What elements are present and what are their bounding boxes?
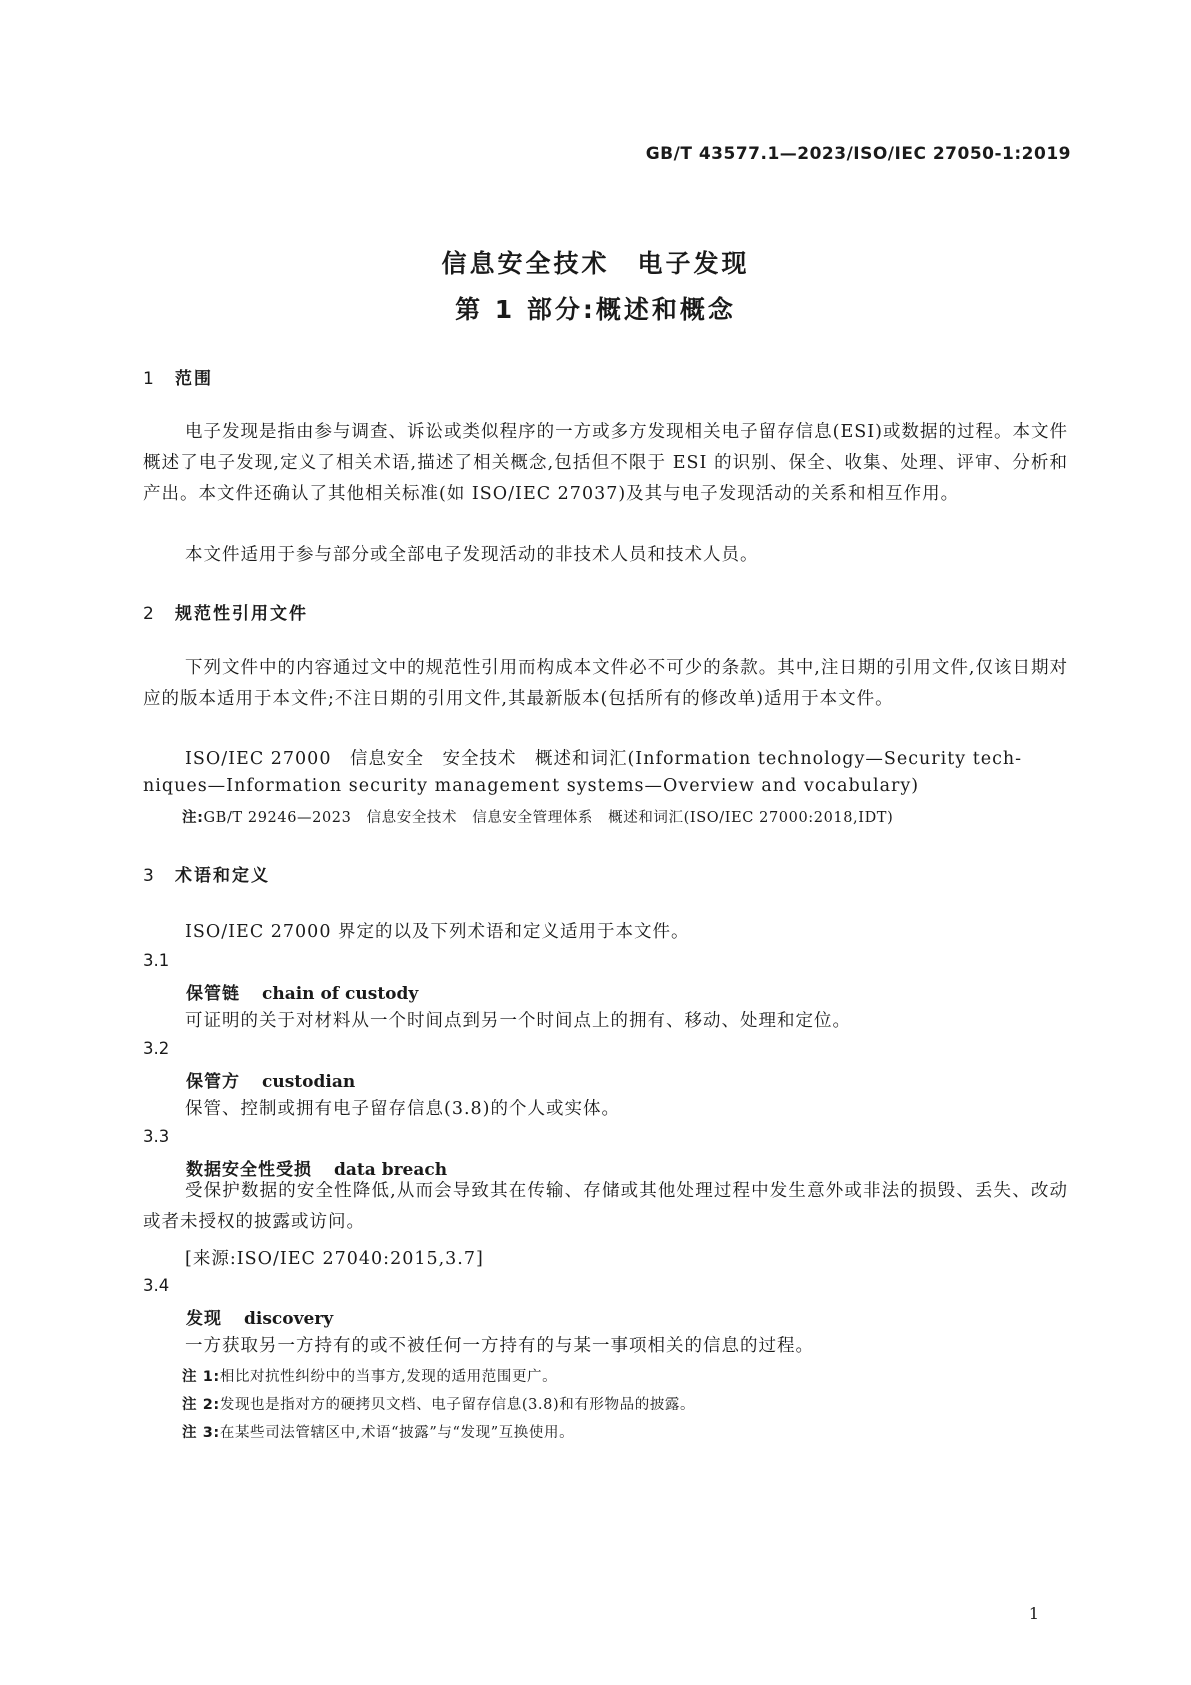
section-heading-terms-definitions (143, 861, 270, 886)
term-zh: 保管方 (186, 1072, 240, 1092)
note-text: 在某些司法管辖区中,术语“披露”与“发现”互换使用。 (219, 1425, 575, 1441)
term-definition: 保管、控制或拥有电子留存信息(3.8)的个人或实体。 (185, 1099, 620, 1119)
reference-line-2: niques—Information security management systems—Overview and vocabulary) (143, 776, 920, 796)
reference-line-1: ISO/IEC 27000 信息安全 安全技术 概述和词汇(Information technology—Security tech- (185, 749, 1023, 769)
page-number: 1 (1028, 1604, 1039, 1623)
term-en: data breach (334, 1160, 448, 1180)
term-note (182, 1393, 695, 1414)
note-label: 注 3: (182, 1425, 220, 1441)
note-text: 相比对抗性纠纷中的当事方,发现的适用范围更广。 (219, 1369, 558, 1385)
term-en: chain of custody (262, 984, 419, 1004)
note-text: GB/T 29246—2023 信息安全技术 信息安全管理体系 概述和词汇(ISO/IEC 27000:2018,IDT) (203, 810, 894, 826)
note-label: 注: (182, 810, 204, 826)
term-en: discovery (244, 1309, 334, 1329)
term-zh: 保管链 (186, 984, 240, 1004)
normative-references-paragraph: 下列文件中的内容通过文中的规范性引用而构成本文件必不可少的条款。其中,注日期的引用文件,仅该日期对应的版本适用于本文件;不注日期的引用文件,其最新版本(包括所有的修改单)适用于本文件。 (143, 658, 1068, 709)
term-definition: 受保护数据的安全性降低,从而会导致其在传输、存储或其他处理过程中发生意外或非法的损毁、丢失、改动或者未授权的披露或访问。 (143, 1181, 1068, 1232)
section-title: 范围 (175, 369, 213, 389)
section-number: 2 (143, 604, 156, 624)
scope-paragraph-2: 本文件适用于参与部分或全部电子发现活动的非技术人员和技术人员。 (185, 545, 759, 565)
term-heading (186, 979, 418, 1004)
term-heading (186, 1067, 355, 1092)
section-heading-normative-references (143, 599, 308, 624)
section-number: 1 (143, 369, 156, 389)
reference-note (182, 806, 893, 827)
term-number: 3.1 (143, 951, 170, 970)
note-text: 发现也是指对方的硬拷贝文档、电子留存信息(3.8)和有形物品的披露。 (219, 1397, 696, 1413)
note-label: 注 2: (182, 1397, 220, 1413)
terms-intro: ISO/IEC 27000 界定的以及下列术语和定义适用于本文件。 (185, 922, 690, 942)
term-number: 3.4 (143, 1276, 170, 1295)
term-definition: 一方获取另一方持有的或不被任何一方持有的与某一事项相关的信息的过程。 (185, 1336, 814, 1356)
section-title: 规范性引用文件 (175, 604, 308, 624)
term-zh: 发现 (186, 1309, 222, 1329)
term-note (182, 1421, 574, 1442)
note-label: 注 1: (182, 1369, 220, 1385)
term-zh: 数据安全性受损 (186, 1160, 312, 1180)
term-note (182, 1365, 557, 1386)
term-heading (186, 1304, 333, 1329)
document-title-line1: 信息安全技术 电子发现 (441, 249, 750, 278)
term-definition: 可证明的关于对材料从一个时间点到另一个时间点上的拥有、移动、处理和定位。 (185, 1011, 851, 1031)
term-source: [来源:ISO/IEC 27040:2015,3.7] (185, 1249, 484, 1269)
standard-id: GB/T 43577.1—2023/ISO/IEC 27050-1:2019 (645, 144, 1071, 164)
document-title-line2: 第 1 部分:概述和概念 (455, 295, 736, 324)
scope-paragraph-1: 电子发现是指由参与调查、诉讼或类似程序的一方或多方发现相关电子留存信息(ESI)或数据的过程。本文件概述了电子发现,定义了相关术语,描述了相关概念,包括但不限于 ESI 的识别、保全、收集、处理、评审、分析和产出。本文件还确认了其他相关标准(如 ISO/IEC 27037)及其与电子发现活动的关系和相互作用。 (143, 422, 1068, 504)
section-heading-scope (143, 364, 213, 389)
term-en: custodian (262, 1072, 356, 1092)
term-number: 3.3 (143, 1127, 170, 1146)
section-title: 术语和定义 (175, 866, 270, 886)
term-number: 3.2 (143, 1039, 170, 1058)
section-number: 3 (143, 866, 156, 886)
